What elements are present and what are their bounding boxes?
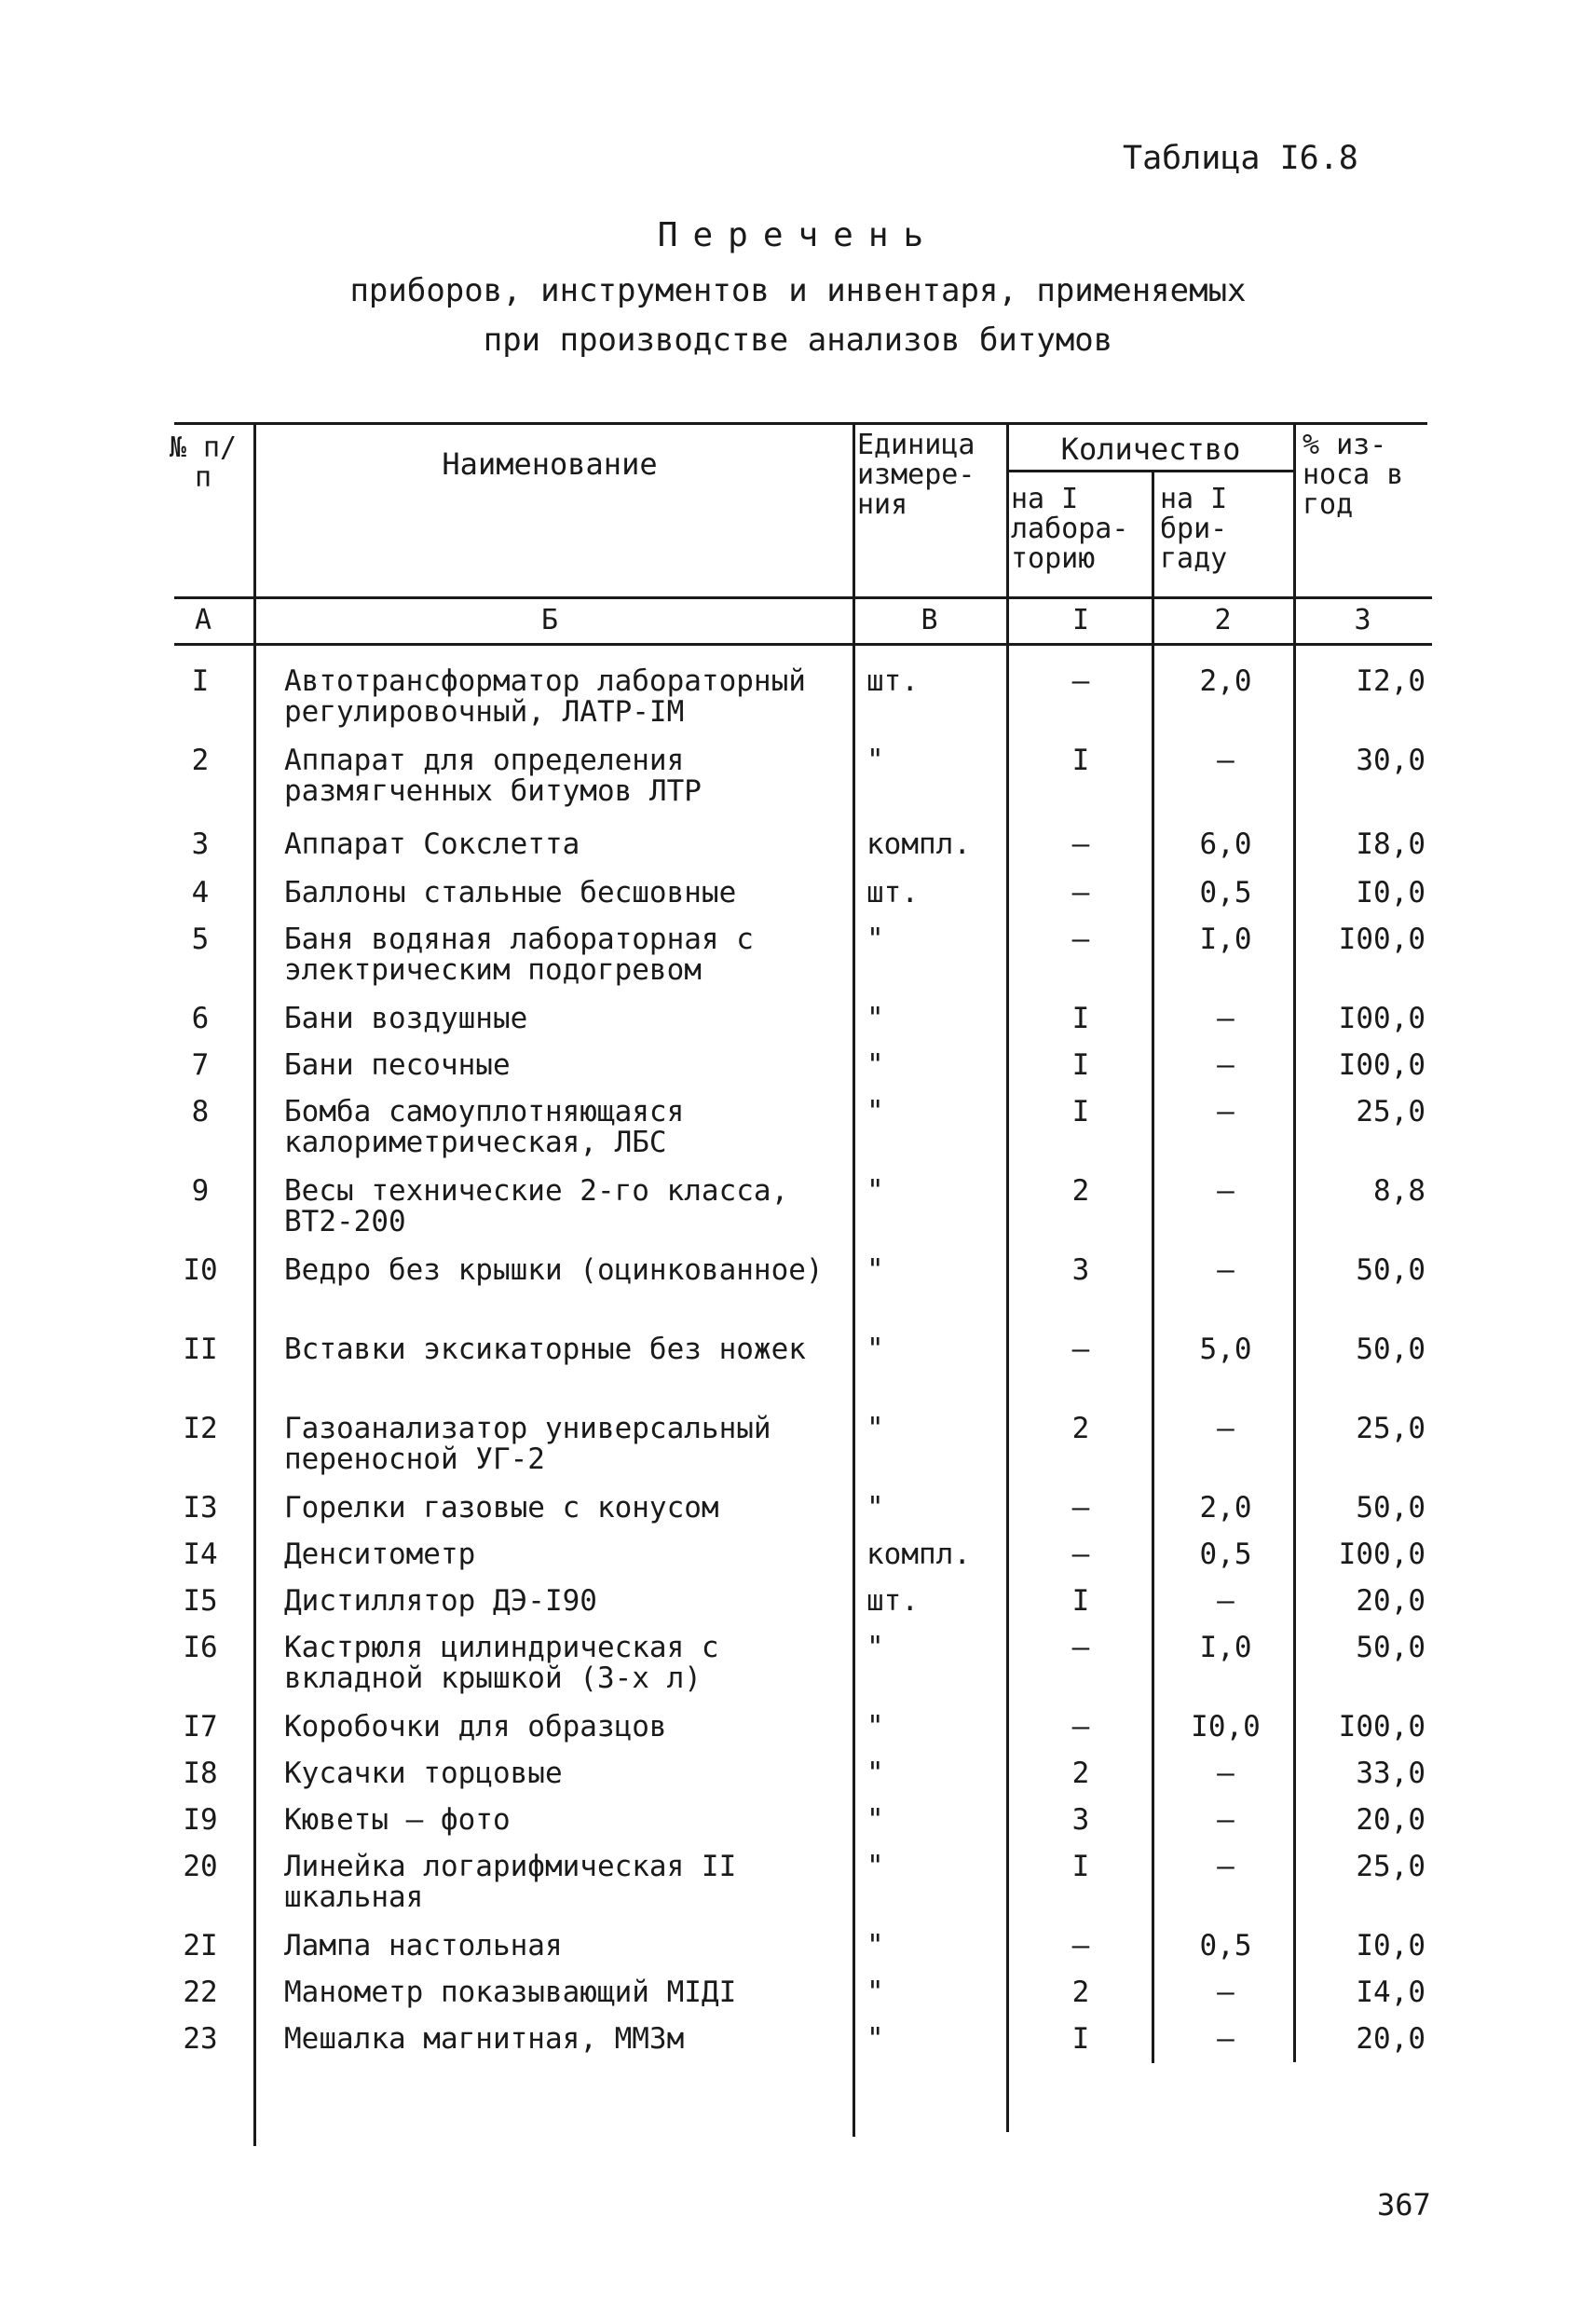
qty-per-laboratory: – [1071,827,1090,861]
qty-per-laboratory: – [1071,876,1090,909]
qty-per-brigade: – [1217,1253,1235,1287]
column-header-num: № п/п [169,431,238,494]
annual-wear-percent: 33,0 [1356,1757,1425,1790]
unit-of-measure: " [866,1710,884,1744]
row-number: I6 [183,1631,218,1664]
qty-per-brigade: – [1217,1584,1235,1618]
qty-per-brigade: – [1217,744,1235,777]
column-code-num: А [194,604,212,636]
item-name: Ведро без крышки (оцинкованное) [284,1253,824,1287]
row-number: 8 [191,1095,210,1128]
item-name: Весы технические 2-го класса, ВТ2-200 [284,1174,789,1238]
column-divider-qty [1152,470,1154,2063]
item-name: Манометр показывающий МIДI [284,1976,737,2009]
qty-per-laboratory: I [1071,1584,1090,1618]
qty-per-laboratory: – [1071,1538,1090,1571]
row-number: 9 [191,1174,210,1208]
qty-per-laboratory: – [1071,664,1090,698]
row-number: II [183,1333,218,1366]
qty-per-brigade: – [1217,1174,1235,1208]
qty-per-laboratory: I [1071,2022,1090,2056]
qty-per-laboratory: – [1071,923,1090,956]
document-subtitle-line2: при производстве анализов битумов [483,321,1113,359]
unit-of-measure: " [866,1850,884,1883]
qty-per-laboratory: 3 [1071,1803,1090,1837]
row-number: I [191,664,210,698]
annual-wear-percent: I00,0 [1338,1002,1425,1035]
qty-per-brigade: – [1217,1757,1235,1790]
column-divider-name [853,422,855,2137]
row-number: 2I [183,1929,218,1962]
annual-wear-percent: 25,0 [1356,1095,1425,1128]
item-name: Линейка логарифмическая II шкальная [284,1850,737,1914]
qty-per-brigade: – [1217,1002,1235,1035]
column-code-lab: I [1071,604,1090,636]
qty-per-brigade: I0,0 [1191,1710,1261,1744]
qty-per-brigade: – [1217,1412,1235,1445]
item-name: Дистиллятор ДЭ-I90 [284,1584,597,1618]
qty-per-laboratory: – [1071,1929,1090,1962]
qty-per-laboratory: – [1071,1491,1090,1525]
qty-per-brigade: 0,5 [1199,1929,1252,1962]
annual-wear-percent: I4,0 [1356,1976,1425,2009]
annual-wear-percent: I0,0 [1356,876,1425,909]
item-name: Аппарат для определения размягченных битумов ЛТР [284,744,702,808]
column-divider-wear [1293,422,1296,2062]
column-code-unit: В [921,604,938,636]
row-number: 2 [191,744,210,777]
item-name: Денситометр [284,1538,476,1571]
qty-per-brigade: 6,0 [1199,827,1252,861]
qty-header-rule [1006,470,1293,472]
row-number: I0 [183,1253,218,1287]
row-number: I4 [183,1538,218,1571]
annual-wear-percent: 50,0 [1356,1253,1425,1287]
column-header-qty-lab: на I лабора-торию [1011,483,1129,575]
annual-wear-percent: 50,0 [1356,1631,1425,1664]
row-number: 6 [191,1002,210,1035]
annual-wear-percent: 50,0 [1356,1333,1425,1366]
unit-of-measure: " [866,1631,884,1664]
column-header-unit: Единица измере-ния [857,429,975,521]
qty-per-brigade: 5,0 [1199,1333,1252,1366]
qty-per-laboratory: 3 [1071,1253,1090,1287]
unit-of-measure: " [866,1002,884,1035]
column-header-quantity: Количество [1060,431,1241,467]
column-divider-unit [1006,422,1009,2132]
unit-of-measure: " [866,1757,884,1790]
annual-wear-percent: 20,0 [1356,1803,1425,1837]
row-number: I5 [183,1584,218,1618]
codes-bottom-rule [174,643,1432,646]
qty-per-brigade: I,0 [1199,1631,1252,1664]
document-subtitle-line1: приборов, инструментов и инвентаря, применяемых [349,272,1247,309]
unit-of-measure: " [866,923,884,956]
annual-wear-percent: I8,0 [1356,827,1425,861]
unit-of-measure: " [866,2022,884,2056]
qty-per-laboratory: 2 [1071,1757,1090,1790]
unit-of-measure: компл. [866,827,971,861]
item-name: Баня водяная лабораторная с электрическим подогревом [284,923,754,987]
column-header-wear: % из-носа в год [1303,429,1404,521]
qty-per-brigade: – [1217,1048,1235,1082]
unit-of-measure: " [866,1174,884,1208]
row-number: 20 [183,1850,218,1883]
unit-of-measure: " [866,1929,884,1962]
qty-per-laboratory: 2 [1071,1976,1090,2009]
unit-of-measure: " [866,1095,884,1128]
qty-per-brigade: – [1217,1095,1235,1128]
item-name: Автотрансформатор лабораторный регулировочный, ЛАТР-IМ [284,664,806,729]
annual-wear-percent: I0,0 [1356,1929,1425,1962]
annual-wear-percent: I00,0 [1338,1538,1425,1571]
qty-per-laboratory: I [1071,1048,1090,1082]
qty-per-brigade: – [1217,1850,1235,1883]
unit-of-measure: шт. [866,664,919,698]
unit-of-measure: " [866,1412,884,1445]
annual-wear-percent: 30,0 [1356,744,1425,777]
qty-per-brigade: 2,0 [1199,1491,1252,1525]
row-number: 22 [183,1976,218,2009]
unit-of-measure: " [866,744,884,777]
qty-per-brigade: – [1217,1803,1235,1837]
unit-of-measure: " [866,1976,884,2009]
annual-wear-percent: 50,0 [1356,1491,1425,1525]
column-code-brig: 2 [1214,604,1232,636]
row-number: I8 [183,1757,218,1790]
unit-of-measure: " [866,1333,884,1366]
item-name: Бани песочные [284,1048,511,1082]
column-header-qty-brig: на I бри-гаду [1160,483,1228,575]
column-code-wear: 3 [1354,604,1371,636]
qty-per-laboratory: I [1071,1095,1090,1128]
qty-per-brigade: – [1217,1976,1235,2009]
row-number: 23 [183,2022,218,2056]
item-name: Бани воздушные [284,1002,528,1035]
item-name: Кусачки торцовые [284,1757,563,1790]
qty-per-laboratory: 2 [1071,1174,1090,1208]
unit-of-measure: шт. [866,1584,919,1618]
annual-wear-percent: 25,0 [1356,1412,1425,1445]
row-number: I2 [183,1412,218,1445]
header-bottom-rule [174,596,1432,599]
row-number: 5 [191,923,210,956]
document-title: Перечень [657,216,939,254]
annual-wear-percent: I00,0 [1338,923,1425,956]
qty-per-laboratory: – [1071,1631,1090,1664]
item-name: Баллоны стальные бесшовные [284,876,737,909]
item-name: Горелки газовые с конусом [284,1491,719,1525]
item-name: Аппарат Сокслетта [284,827,580,861]
annual-wear-percent: I00,0 [1338,1048,1425,1082]
qty-per-laboratory: – [1071,1333,1090,1366]
column-header-name: Наименование [442,446,658,482]
item-name: Кастрюля цилиндрическая с вкладной крышкой (3-х л) [284,1631,719,1695]
qty-per-laboratory: – [1071,1710,1090,1744]
annual-wear-percent: 20,0 [1356,2022,1425,2056]
unit-of-measure: " [866,1803,884,1837]
qty-per-brigade: 0,5 [1199,1538,1252,1571]
qty-per-laboratory: I [1071,744,1090,777]
qty-per-laboratory: I [1071,1850,1090,1883]
qty-per-brigade: 2,0 [1199,664,1252,698]
table-top-rule [174,422,1427,425]
item-name: Бомба самоуплотняющаяся калориметрическая, ЛБС [284,1095,685,1159]
row-number: I9 [183,1803,218,1837]
row-number: 7 [191,1048,210,1082]
page-number: 367 [1377,2187,1431,2222]
unit-of-measure: " [866,1491,884,1525]
row-number: 4 [191,876,210,909]
row-number: I3 [183,1491,218,1525]
qty-per-laboratory: 2 [1071,1412,1090,1445]
annual-wear-percent: 20,0 [1356,1584,1425,1618]
qty-per-brigade: 0,5 [1199,876,1252,909]
item-name: Кюветы – фото [284,1803,511,1837]
annual-wear-percent: I00,0 [1338,1710,1425,1744]
unit-of-measure: " [866,1048,884,1082]
table-label: Таблица I6.8 [1123,140,1358,177]
item-name: Лампа настольная [284,1929,563,1962]
unit-of-measure: компл. [866,1538,971,1571]
item-name: Мешалка магнитная, ММ3м [284,2022,685,2056]
qty-per-brigade: I,0 [1199,923,1252,956]
annual-wear-percent: 25,0 [1356,1850,1425,1883]
qty-per-laboratory: I [1071,1002,1090,1035]
qty-per-brigade: – [1217,2022,1235,2056]
item-name: Коробочки для образцов [284,1710,667,1744]
unit-of-measure: шт. [866,876,919,909]
annual-wear-percent: 8,8 [1373,1174,1425,1208]
annual-wear-percent: I2,0 [1356,664,1425,698]
item-name: Газоанализатор универсальный переносной УГ-2 [284,1412,771,1476]
row-number: I7 [183,1710,218,1744]
column-code-name: Б [540,604,559,636]
unit-of-measure: " [866,1253,884,1287]
item-name: Вставки эксикаторные без ножек [284,1333,806,1366]
row-number: 3 [191,827,210,861]
